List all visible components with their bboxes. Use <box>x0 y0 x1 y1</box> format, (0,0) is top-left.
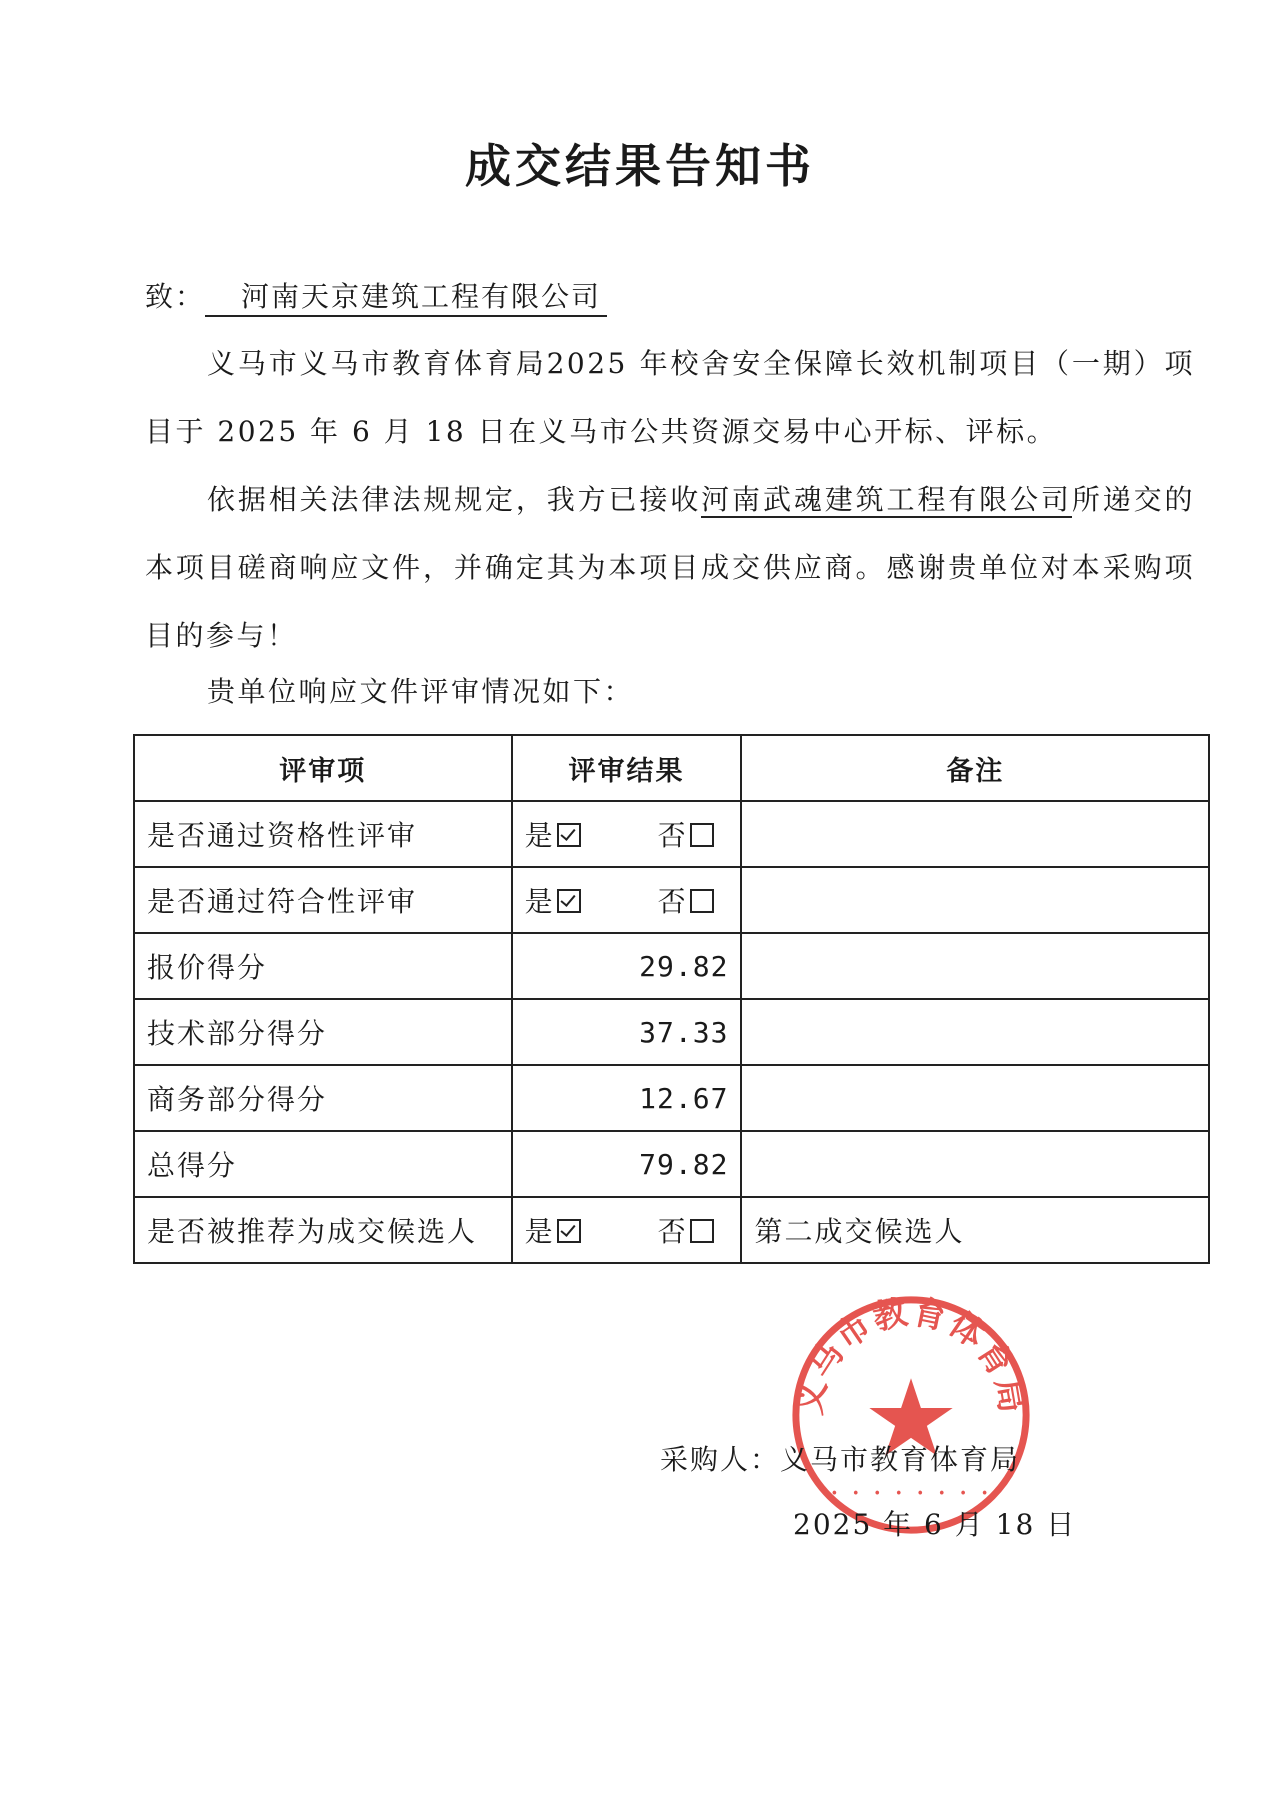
table-row <box>134 867 1209 933</box>
row-item-label: 报价得分 <box>134 933 512 999</box>
paragraph-opening-info: 义马市义马市教育体育局2025 年校舍安全保障长效机制项目（一期）项目于 2025 年 6 月 18 日在义马市公共资源交易中心开标、评标。 <box>145 347 1195 448</box>
yes-label: 是 <box>524 1215 555 1248</box>
checked-box-icon <box>557 1219 581 1243</box>
row-remark <box>741 933 1209 999</box>
no-label: 否 <box>657 819 688 852</box>
row-score: 12.67 <box>512 1065 742 1131</box>
table-row <box>134 999 1209 1065</box>
row-score: 29.82 <box>512 933 742 999</box>
empty-box-icon <box>690 823 714 847</box>
row-remark <box>741 1065 1209 1131</box>
to-label: 致： <box>145 280 206 313</box>
row-item-label: 是否被推荐为成交候选人 <box>134 1197 512 1263</box>
purchaser-label: 采购人： <box>660 1443 781 1476</box>
yes-label: 是 <box>524 819 555 852</box>
row-remark <box>741 801 1209 867</box>
yes-label: 是 <box>524 885 555 918</box>
row-item-label: 是否通过资格性评审 <box>134 801 512 867</box>
row-remark <box>741 867 1209 933</box>
row-item-label: 技术部分得分 <box>134 999 512 1065</box>
row-remark <box>741 999 1209 1065</box>
table-intro: 贵单位响应文件评审情况如下： <box>207 675 635 708</box>
svg-text:• • • • • • • •: • • • • • • • • <box>830 1486 992 1502</box>
paragraph-result-tail: 所递交的本项目磋商响应文件，并确定其为本项目成交供应商。感谢贵单位对本采购项目的参与！ <box>145 483 1195 652</box>
signature-date: 2025 年 6 月 18 日 <box>793 1508 1077 1541</box>
yes-no-cell <box>512 867 742 933</box>
paragraph-result-lead: 依据相关法律法规规定，我方已接收 <box>207 483 702 516</box>
row-item-label: 总得分 <box>134 1131 512 1197</box>
row-item-label: 是否通过符合性评审 <box>134 867 512 933</box>
document-title: 成交结果告知书 <box>465 139 815 193</box>
row-item-label: 商务部分得分 <box>134 1065 512 1131</box>
no-label: 否 <box>657 885 688 918</box>
table-row <box>134 1065 1209 1131</box>
recipient-name: 河南天京建筑工程有限公司 <box>205 280 607 317</box>
paragraph-result <box>145 466 1195 670</box>
no-label: 否 <box>657 1215 688 1248</box>
checked-box-icon <box>557 823 581 847</box>
header-remark: 备注 <box>741 735 1209 801</box>
checked-box-icon <box>557 889 581 913</box>
table-row <box>134 1197 1209 1263</box>
table-row <box>134 801 1209 867</box>
table-header-row <box>134 735 1209 801</box>
header-review-result: 评审结果 <box>512 735 742 801</box>
purchaser-name: 义马市教育体育局 <box>780 1443 1021 1476</box>
review-table <box>133 734 1210 1264</box>
row-score: 79.82 <box>512 1131 742 1197</box>
yes-no-cell <box>512 1197 742 1263</box>
row-remark <box>741 1131 1209 1197</box>
row-remark: 第二成交候选人 <box>741 1197 1209 1263</box>
empty-box-icon <box>690 889 714 913</box>
header-review-item: 评审项 <box>134 735 512 801</box>
row-score: 37.33 <box>512 999 742 1065</box>
recipient-line <box>145 275 607 315</box>
purchaser-line <box>660 1438 1020 1478</box>
yes-no-cell <box>512 801 742 867</box>
empty-box-icon <box>690 1219 714 1243</box>
table-row <box>134 933 1209 999</box>
table-row <box>134 1131 1209 1197</box>
winning-supplier: 河南武魂建筑工程有限公司 <box>701 483 1072 516</box>
svg-text:义马市教育体育局: 义马市教育体育局 <box>789 1292 1033 1418</box>
